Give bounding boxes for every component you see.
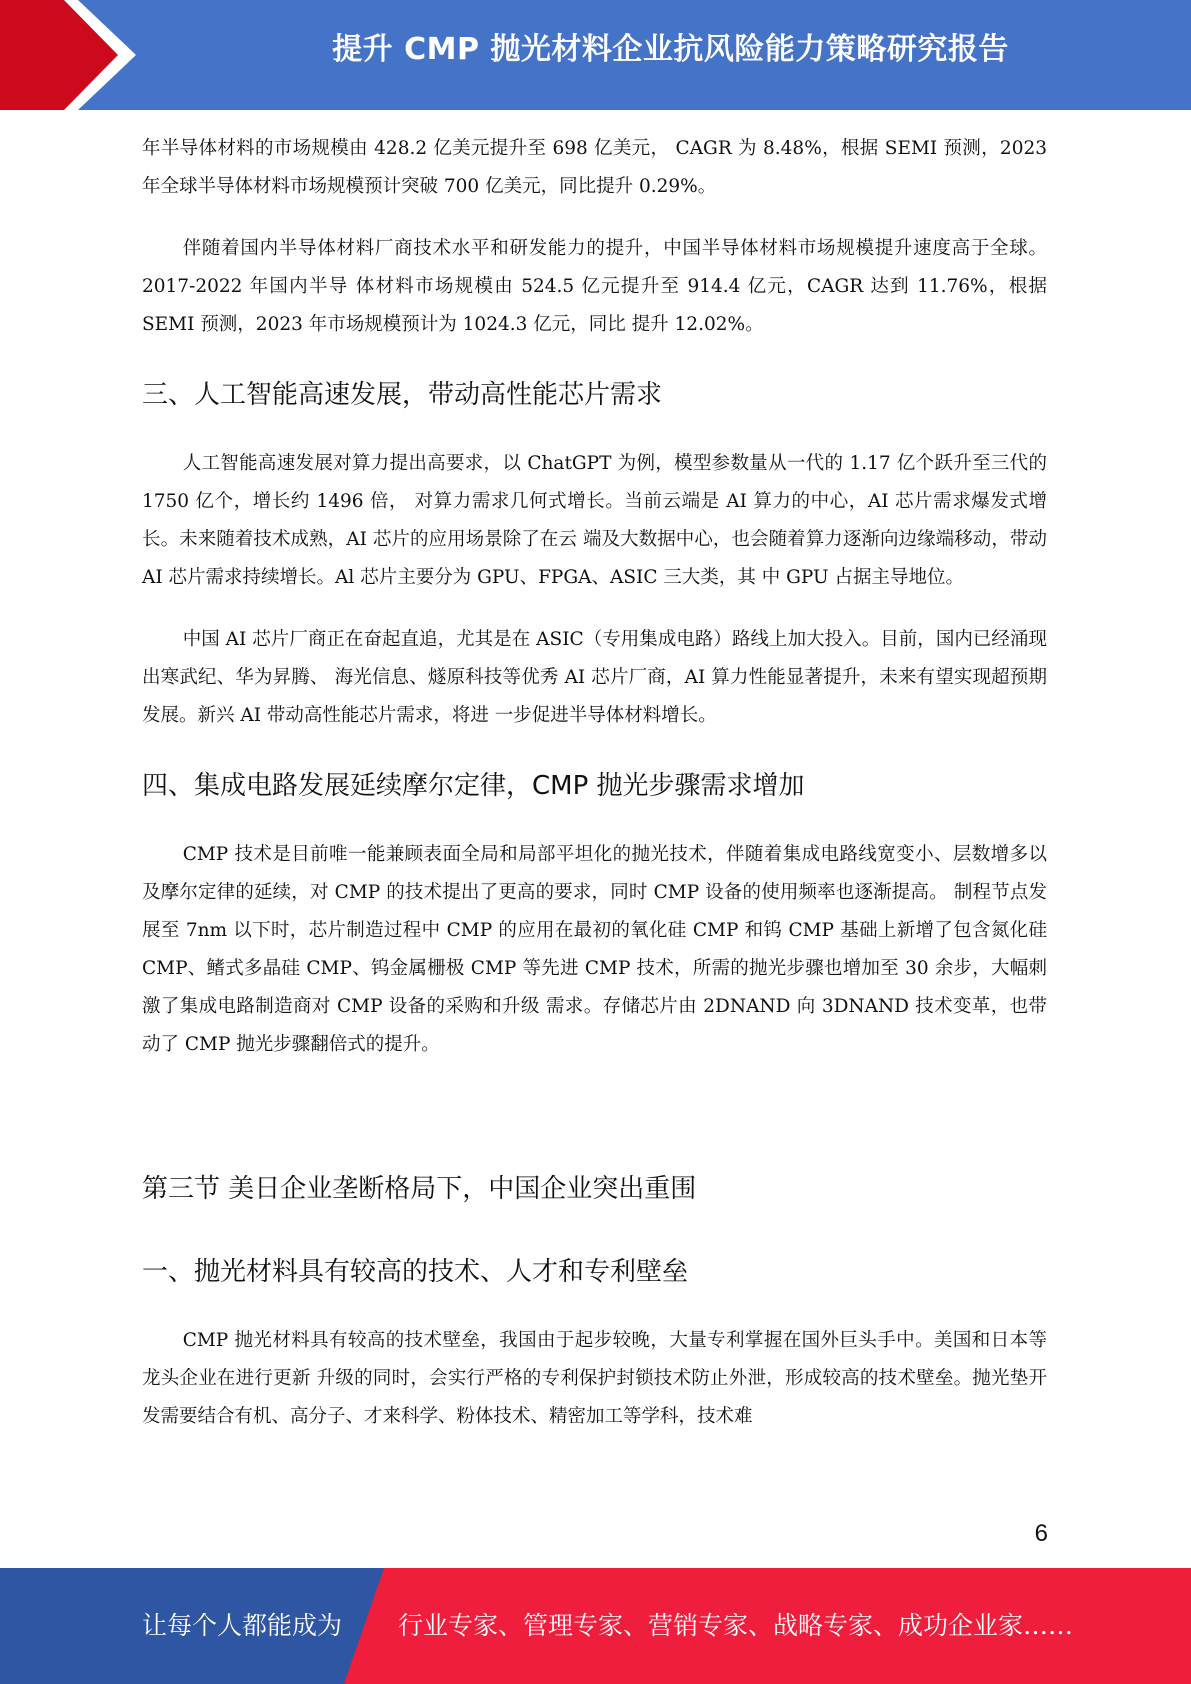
paragraph: CMP 技术是目前唯一能兼顾表面全局和局部平坦化的抛光技术，伴随着集成电路线宽变小、层数增多以及摩尔定律的延续，对 CMP 的技术提出了更高的要求，同时 CMP 设备的使用频率也逐渐提高。 制程节点发展至 7nm 以下时，芯片制造过程中 CMP 的应用在最初的氧化硅 CMP 和钨 CMP 基础上新增了包含氮化硅 CMP、鳍式多晶硅 CMP、钨金属栅极 CMP 等先进 CMP 技术，所需的抛光步骤也增加至 30 余步，大幅刺激了集成电路制造商对 CMP 设备的采购和升级 需求。存储芯片由 2DNAND 向 3DNAND 技术变革，也带动了 CMP 抛光步骤翻倍式的提升。 [142,844,1047,1055]
page-number: 6 [1034,1520,1048,1547]
paragraph: 中国 AI 芯片厂商正在奋起直追，尤其是在 ASIC（专用集成电路）路线上加大投入。目前，国内已经涌现出寒武纪、华为昇腾、 海光信息、燧原科技等优秀 AI 芯片厂商，AI 算力性能显著提升，未来有望实现超预期发展。新兴 AI 带动高性能芯片需求，将进 一步促进半导体材料增长。 [142,629,1047,726]
page-footer [0,1568,1191,1684]
chapter-section-heading: 第三节 美日企业垄断格局下，中国企业突出重围 [142,1174,697,1204]
page-header [0,0,1191,110]
section-heading: 四、集成电路发展延续摩尔定律，CMP 抛光步骤需求增加 [142,771,805,801]
header-arrow-decoration [0,0,160,110]
header-title: 提升 CMP 抛光材料企业抗风险能力策略研究报告 [332,32,1009,67]
paragraph: 年半导体材料的市场规模由 428.2 亿美元提升至 698 亿美元， CAGR 为 8.48%，根据 SEMI 预测，2023 年全球半导体材料市场规模预计突破 700 亿美元，同比提升 0.29%。 [142,138,1047,197]
paragraph: 伴随着国内半导体材料厂商技术水平和研发能力的提升，中国半导体材料市场规模提升速度高于全球。2017-2022 年国内半导 体材料市场规模由 524.5 亿元提升至 914.4 亿元，CAGR 达到 11.76%，根据 SEMI 预测，2023 年市场规模预计为 1024.3 亿元，同比 提升 12.02%。 [142,238,1047,335]
footer-slogan-right: 行业专家、管理专家、营销专家、战略专家、成功企业家…… [398,1611,1074,1640]
section-heading: 三、人工智能高速发展，带动高性能芯片需求 [142,380,663,410]
footer-slogan-left: 让每个人都能成为 [142,1611,343,1640]
paragraph: 人工智能高速发展对算力提出高要求，以 ChatGPT 为例，模型参数量从一代的 1.17 亿个跃升至三代的 1750 亿个，增长约 1496 倍， 对算力需求几何式增长。当前云端是 AI 算力的中心，AI 芯片需求爆发式增长。未来随着技术成熟，AI 芯片的应用场景除了在云 端及大数据中心，也会随着算力逐渐向边缘端移动，带动 AI 芯片需求持续增长。Al 芯片主要分为 GPU、FPGA、ASIC 三大类，其 中 GPU 占据主导地位。 [142,453,1047,588]
section-heading: 一、抛光材料具有较高的技术、人才和专利壁垒 [142,1257,689,1287]
paragraph: CMP 抛光材料具有较高的技术壁垒，我国由于起步较晚，大量专利掌握在国外巨头手中。美国和日本等龙头企业在进行更新 升级的同时，会实行严格的专利保护封锁技术防止外泄，形成较高的技术壁垒。抛光垫开发需要结合有机、高分子、才来科学、粉体技术、精密加工等学科，技术难 [142,1330,1047,1427]
document-body [142,130,1047,1436]
